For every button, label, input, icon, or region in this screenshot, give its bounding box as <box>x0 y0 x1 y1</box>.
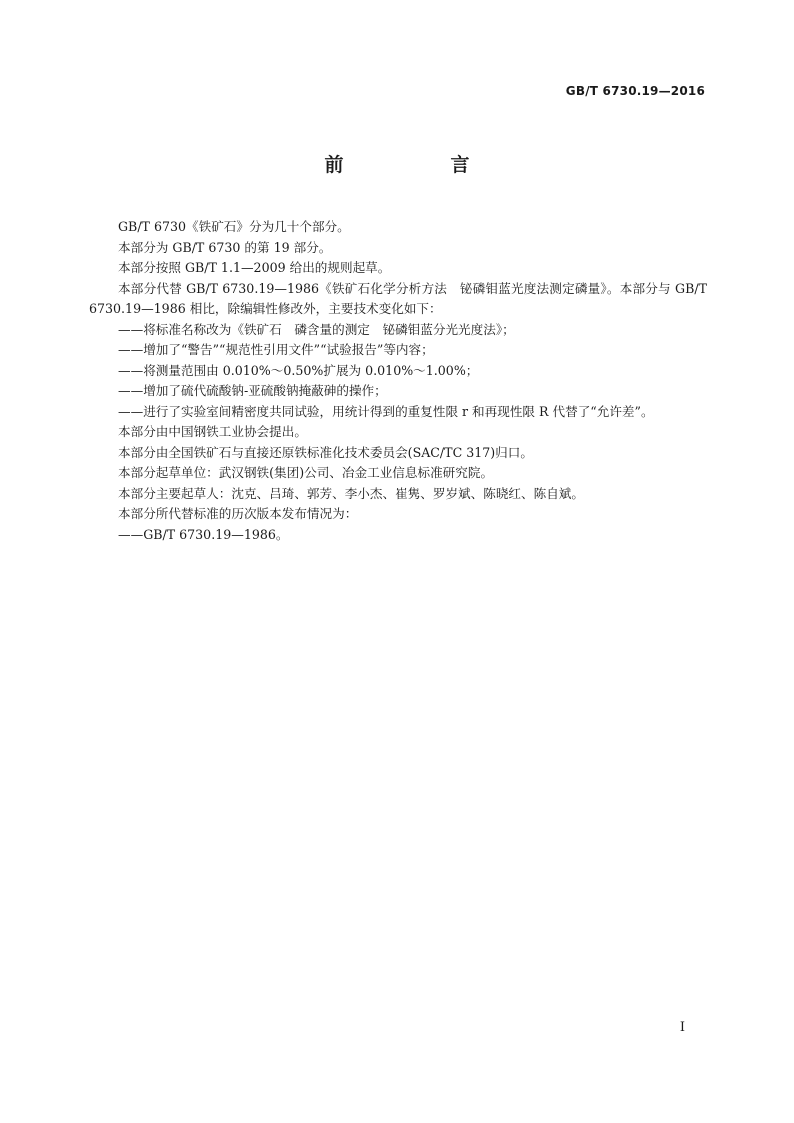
paragraph: 本部分为 GB/T 6730 的第 19 部分。 <box>118 239 332 255</box>
foreword-body <box>89 217 707 545</box>
change-item: ——GB/T 6730.19—1986。 <box>118 526 289 542</box>
change-item: ——将标准名称改为《铁矿石 磷含量的测定 铋磷钼蓝分光光度法》； <box>118 321 515 337</box>
paragraph: 本部分起草单位：武汉钢铁(集团)公司、冶金工业信息标准研究院。 <box>118 465 494 480</box>
change-item: ——增加了“警告”“规范性引用文件”“试验报告”等内容； <box>118 342 434 357</box>
paragraph: 本部分由中国钢铁工业协会提出。 <box>118 424 307 439</box>
change-item: ——进行了实验室间精密度共同试验，用统计得到的重复性限 r 和再现性限 R 代替了“允许差”。 <box>118 403 654 419</box>
page-number: I <box>679 1020 685 1035</box>
paragraph: 本部分主要起草人：沈克、吕琦、郭芳、李小杰、崔隽、罗岁斌、陈晓红、陈自斌。 <box>118 485 584 501</box>
change-item: ——将测量范围由 0.010%～0.50%扩展为 0.010%～1.00%； <box>118 362 479 378</box>
paragraph: GB/T 6730《铁矿石》分为几十个部分。 <box>118 219 350 234</box>
page-title: 前 言 <box>324 154 514 176</box>
paragraph: 本部分按照 GB/T 1.1—2009 给出的规则起草。 <box>118 260 391 275</box>
standard-code: GB/T 6730.19—2016 <box>565 84 705 98</box>
paragraph: 本部分代替 GB/T 6730.19—1986《铁矿石化学分析方法 铋磷钼蓝光度法测定磷量》。本部分与 GB/T 6730.19—1986 相比，除编辑性修改外，主要技术变化如下： <box>89 280 707 316</box>
paragraph: 本部分由全国铁矿石与直接还原铁标准化技术委员会(SAC/TC 317)归口。 <box>118 444 533 460</box>
paragraph: 本部分所代替标准的历次版本发布情况为： <box>118 506 358 521</box>
change-item: ——增加了硫代硫酸钠-亚硫酸钠掩蔽砷的操作； <box>118 383 387 398</box>
